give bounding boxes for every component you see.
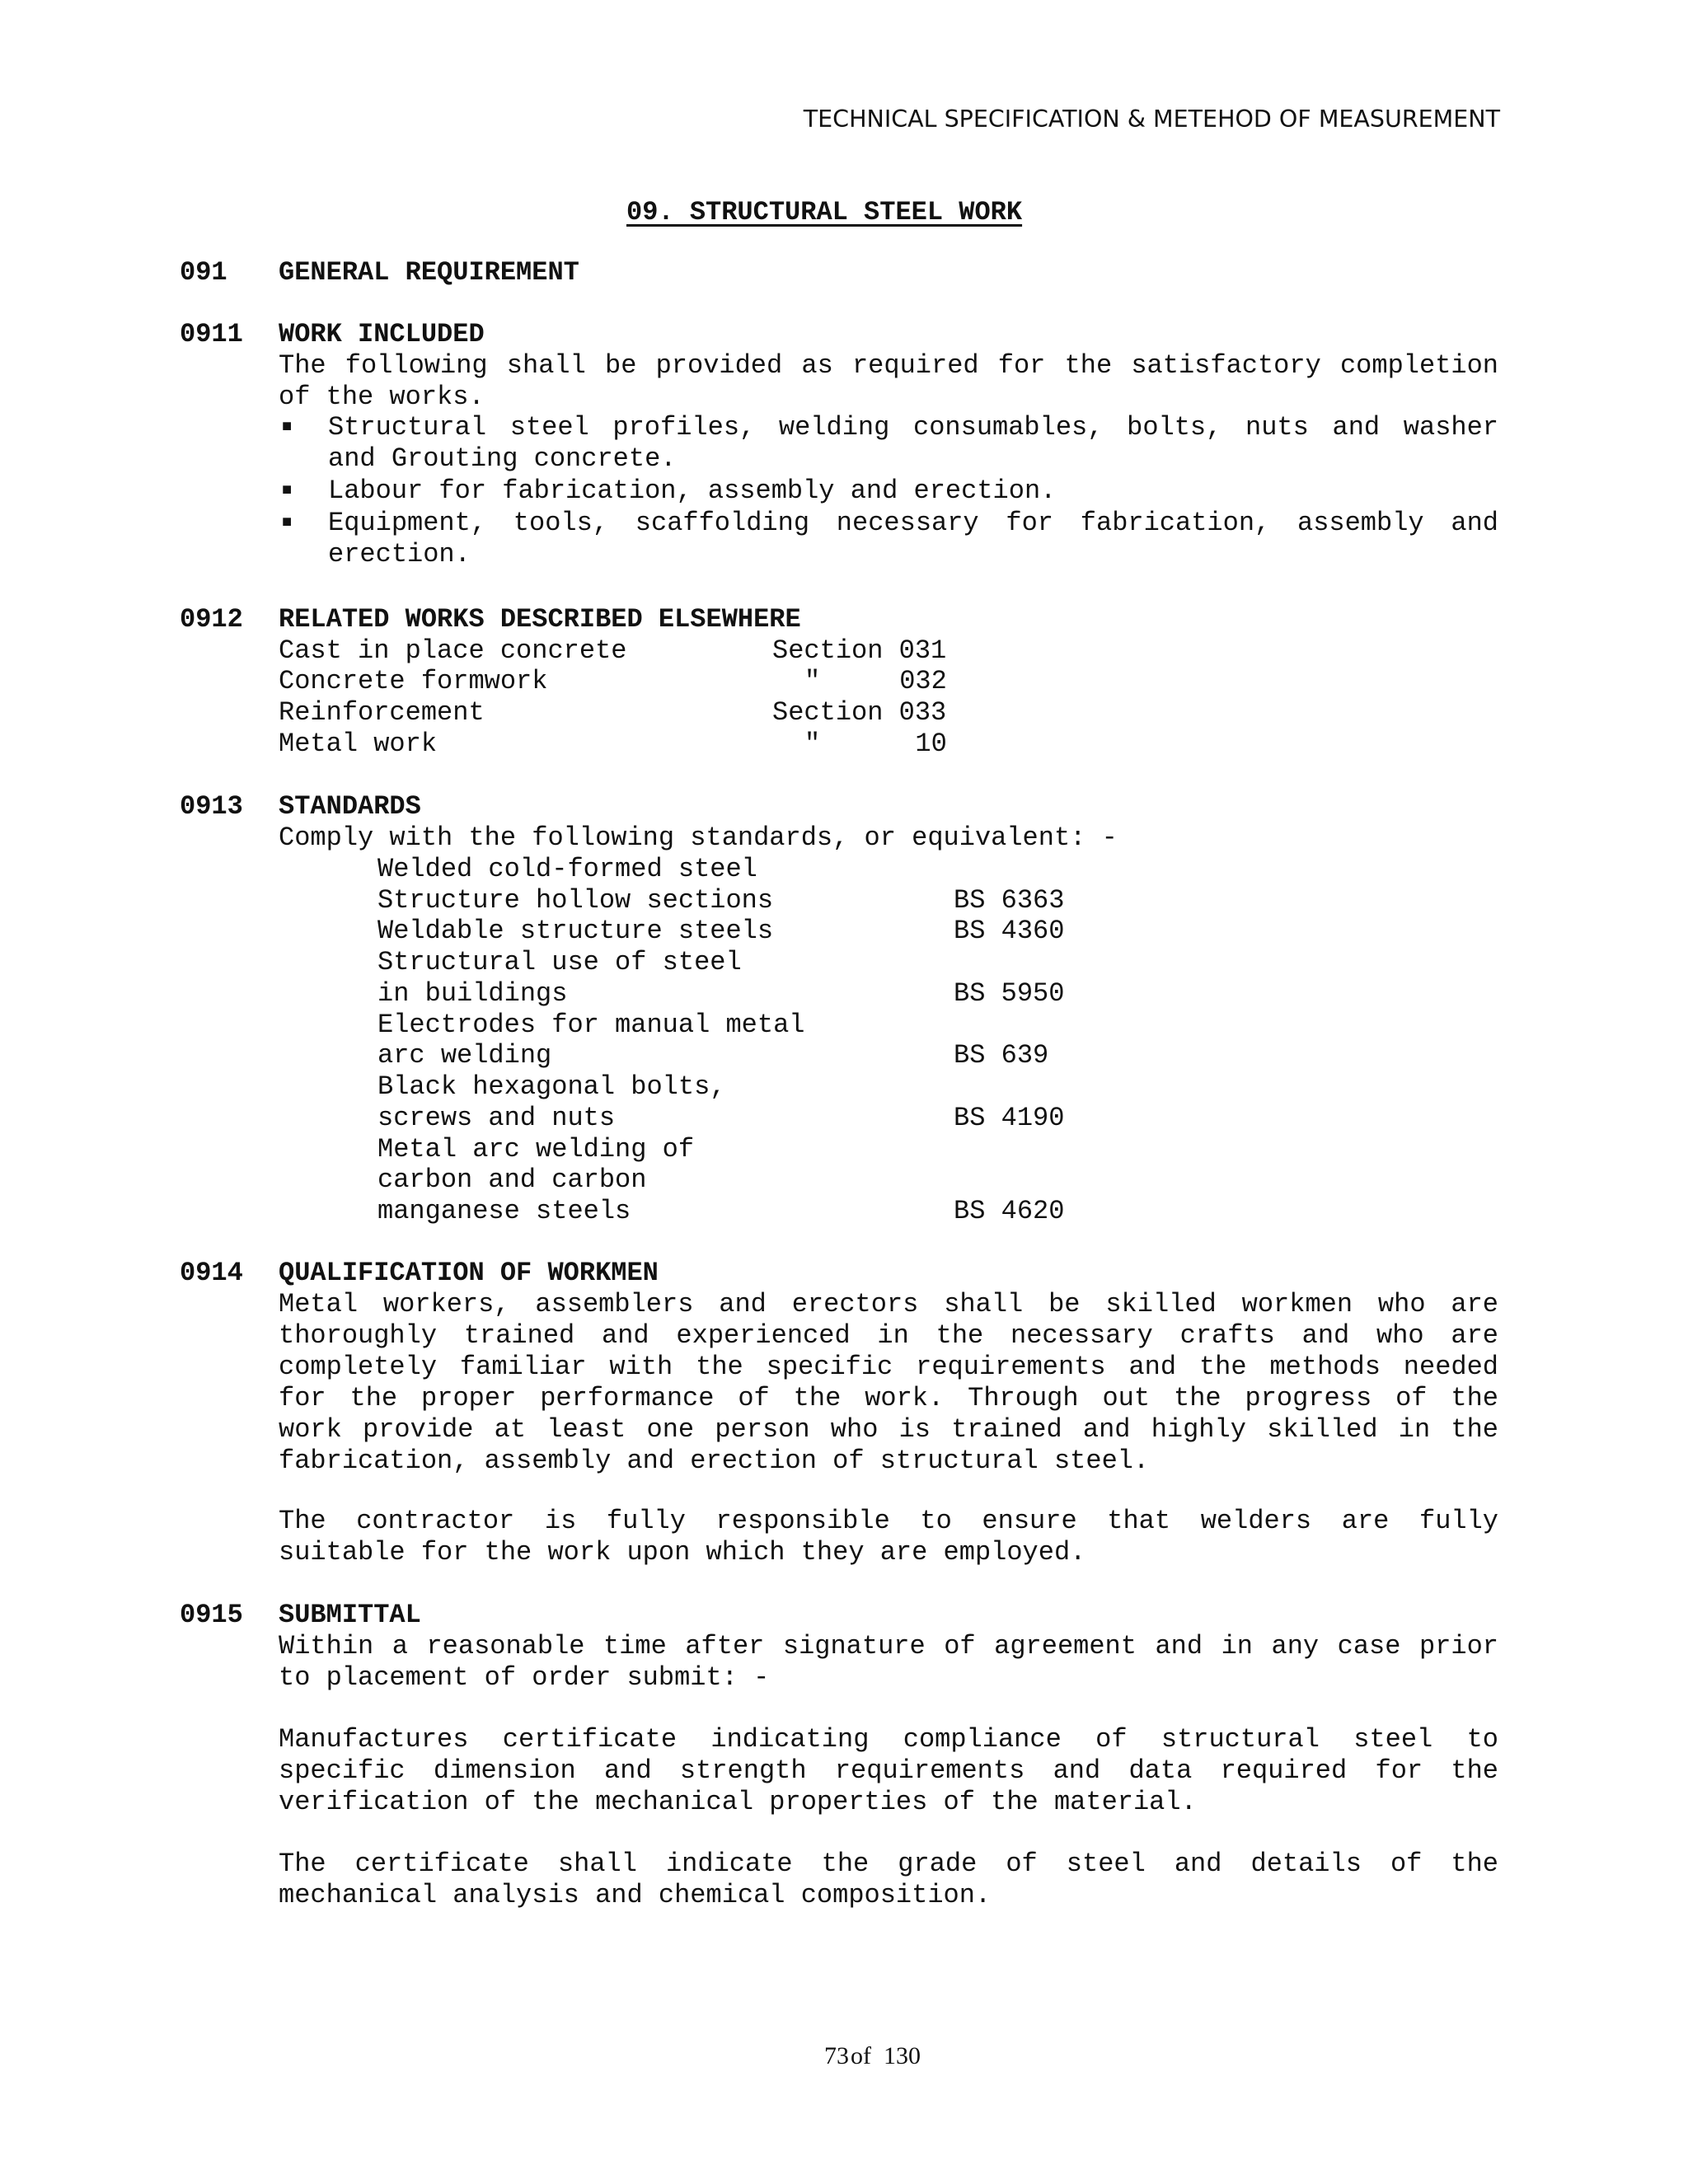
standard-code: BS 4620 bbox=[954, 1196, 1065, 1226]
section-0911-heading: WORK INCLUDED bbox=[279, 319, 485, 349]
standard-line: Metal arc welding of bbox=[377, 1134, 695, 1165]
standard-line: Welded cold-formed steel bbox=[377, 854, 757, 884]
related-work-ref: " 10 bbox=[804, 729, 947, 759]
section-091-heading: GENERAL REQUIREMENT bbox=[279, 257, 579, 288]
standard-line: Weldable structure steels bbox=[377, 916, 774, 946]
section-0914-paragraph-2: The contractor is fully responsible to ensure that welders are fully suitable for the work upon which they are employed. bbox=[279, 1506, 1498, 1568]
related-work-item: Reinforcement bbox=[279, 697, 485, 728]
section-0911-intro: The following shall be provided as required for the satisfactory completion of the works. bbox=[279, 350, 1498, 412]
standard-code: BS 639 bbox=[954, 1040, 1049, 1071]
section-0911-number: 0911 bbox=[180, 319, 243, 349]
section-0915-heading: SUBMITTAL bbox=[279, 1600, 421, 1630]
section-0914-heading: QUALIFICATION OF WORKMEN bbox=[279, 1258, 659, 1288]
bullet-icon: ■ bbox=[282, 418, 293, 437]
section-0913-heading: STANDARDS bbox=[279, 791, 421, 822]
standard-code: BS 5950 bbox=[954, 978, 1065, 1009]
standard-line: manganese steels bbox=[377, 1196, 631, 1226]
standard-line: screws and nuts bbox=[377, 1103, 616, 1133]
standard-code: BS 6363 bbox=[954, 885, 1065, 916]
standard-code: BS 4360 bbox=[954, 916, 1065, 946]
related-work-item: Concrete formwork bbox=[279, 666, 548, 696]
standard-code: BS 4190 bbox=[954, 1103, 1065, 1133]
standard-line: Structural use of steel bbox=[377, 947, 742, 977]
standard-line: in buildings bbox=[377, 978, 568, 1009]
bullet-icon: ■ bbox=[282, 513, 293, 532]
page-header: TECHNICAL SPECIFICATION & METEHOD OF MEASUREMENT bbox=[803, 105, 1500, 133]
standard-line: arc welding bbox=[377, 1040, 552, 1071]
related-work-ref: " 032 bbox=[804, 666, 947, 696]
standard-line: Structure hollow sections bbox=[377, 885, 774, 916]
section-0915-paragraph-2: Manufactures certificate indicating compliance of structural steel to specific dimension and strength requirements and data required for the verification of the mechanical properties of the material. bbox=[279, 1724, 1498, 1817]
page-title: 09. STRUCTURAL STEEL WORK bbox=[626, 197, 1023, 227]
section-0913-intro: Comply with the following standards, or equivalent: - bbox=[279, 823, 1118, 853]
section-0915-number: 0915 bbox=[180, 1600, 243, 1630]
bullet-icon: ■ bbox=[282, 481, 293, 500]
related-work-ref: Section 031 bbox=[772, 635, 947, 666]
list-item: Structural steel profiles, welding consumables, bolts, nuts and washer and Grouting concrete. bbox=[328, 412, 1498, 474]
page-number: 73of 130 bbox=[824, 2042, 921, 2069]
related-work-item: Metal work bbox=[279, 729, 438, 759]
section-0914-number: 0914 bbox=[180, 1258, 243, 1288]
section-0912-heading: RELATED WORKS DESCRIBED ELSEWHERE bbox=[279, 604, 801, 635]
section-0912-number: 0912 bbox=[180, 604, 243, 635]
related-work-item: Cast in place concrete bbox=[279, 635, 627, 666]
section-0913-number: 0913 bbox=[180, 791, 243, 822]
list-item: Equipment, tools, scaffolding necessary for fabrication, assembly and erection. bbox=[328, 508, 1498, 569]
section-0914-paragraph-1: Metal workers, assemblers and erectors shall be skilled workmen who are thoroughly trained and experienced in the necessary crafts and who are completely familiar with the specific requirements and the methods needed for the proper performance of the work. Through out the progress of the work provide at least one person who is trained and highly skilled in the fabrication, assembly and erection of structural steel. bbox=[279, 1289, 1498, 1476]
section-0915-paragraph-1: Within a reasonable time after signature of agreement and in any case prior to placement of order submit: - bbox=[279, 1631, 1498, 1693]
list-item: Labour for fabrication, assembly and erection. bbox=[328, 476, 1057, 506]
related-work-ref: Section 033 bbox=[772, 697, 947, 728]
section-091-number: 091 bbox=[180, 257, 227, 288]
section-0915-paragraph-3: The certificate shall indicate the grade of steel and details of the mechanical analysis and chemical composition. bbox=[279, 1849, 1498, 1910]
standard-line: Black hexagonal bolts, bbox=[377, 1071, 726, 1102]
standard-line: Electrodes for manual metal bbox=[377, 1010, 805, 1040]
standard-line: carbon and carbon bbox=[377, 1165, 647, 1195]
